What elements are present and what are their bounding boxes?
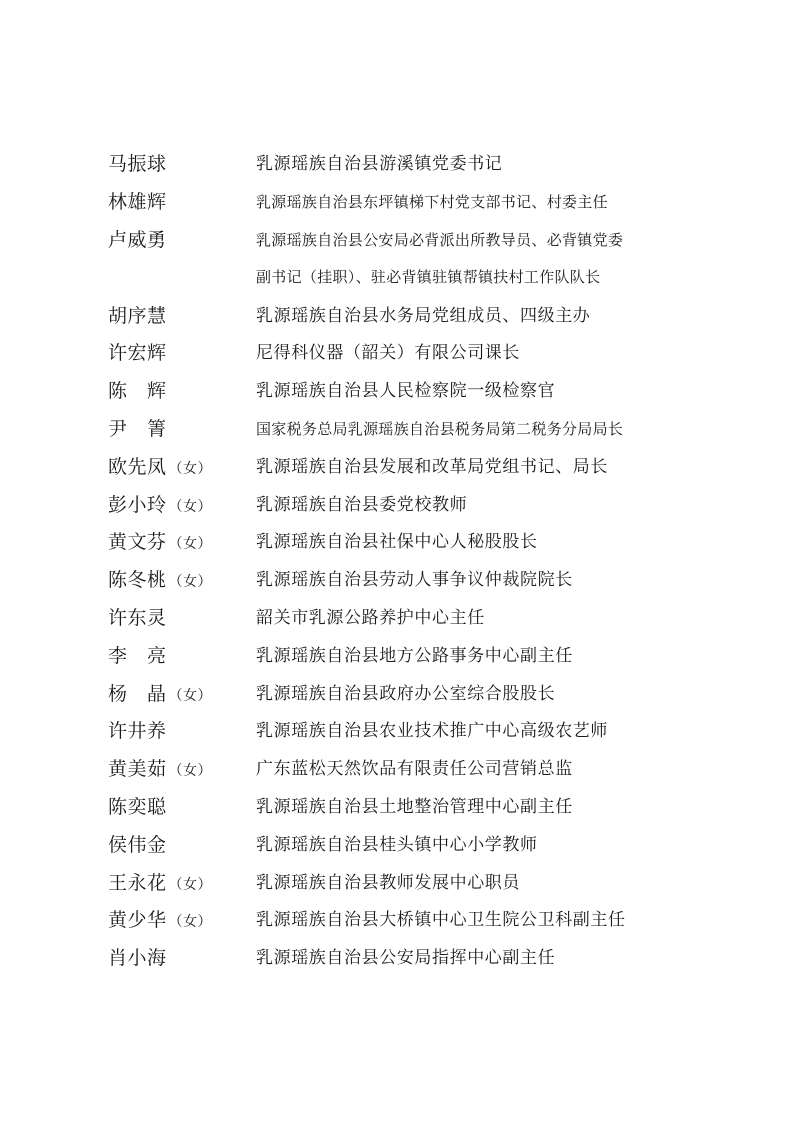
person-title: 乳源瑶族自治县地方公路事务中心副主任 — [256, 645, 573, 666]
list-item — [108, 827, 688, 865]
person-title: 韶关市乳源公路养护中心主任 — [256, 607, 485, 628]
list-item — [108, 562, 688, 600]
person-name: 陈奕聪 — [108, 795, 167, 818]
person-title: 乳源瑶族自治县农业技术推广中心高级农艺师 — [256, 721, 608, 742]
person-title: 乳源瑶族自治县土地整治管理中心副主任 — [256, 796, 573, 817]
person-name: 黄少华 （女） — [108, 909, 213, 932]
person-name: 陈冬桃 （女） — [108, 569, 213, 592]
person-title: 乳源瑶族自治县人民检察院一级检察官 — [256, 381, 556, 402]
list-item — [108, 146, 688, 184]
person-name: 肖小海 — [108, 947, 167, 970]
person-name: 许宏辉 — [108, 342, 167, 365]
person-title: 尼得科仪器（韶关）有限公司课长 — [256, 343, 520, 364]
list-item — [108, 222, 688, 298]
person-name: 黄文芬 （女） — [108, 531, 213, 554]
person-name: 彭小玲 （女） — [108, 493, 213, 516]
person-name: 黄美茹 （女） — [108, 758, 213, 781]
person-name: 陈 辉 — [108, 380, 167, 403]
person-name: 许东灵 — [108, 606, 167, 629]
person-title: 乳源瑶族自治县劳动人事争议仲裁院院长 — [256, 570, 573, 591]
person-title: 乳源瑶族自治县水务局党组成员、四级主办 — [256, 305, 591, 326]
person-name: 卢威勇 — [108, 228, 167, 251]
list-item — [108, 676, 688, 714]
person-title: 乳源瑶族自治县桂头镇中心小学教师 — [256, 834, 538, 855]
list-item — [108, 298, 688, 336]
person-name: 王永花 （女） — [108, 871, 213, 894]
person-name: 李 亮 — [108, 644, 167, 667]
person-name: 侯伟金 — [108, 833, 167, 856]
person-title: 乳源瑶族自治县游溪镇党委书记 — [256, 154, 503, 174]
list-item — [108, 411, 688, 449]
person-title — [256, 222, 623, 298]
person-title: 乳源瑶族自治县东坪镇梯下村党支部书记、村委主任 — [256, 192, 608, 211]
person-name: 欧先凤 （女） — [108, 455, 213, 478]
list-item — [108, 751, 688, 789]
list-item — [108, 902, 688, 940]
list-item — [108, 600, 688, 638]
person-name: 杨 晶 （女） — [108, 682, 213, 705]
person-title: 乳源瑶族自治县政府办公室综合股股长 — [256, 683, 556, 704]
list-item — [108, 865, 688, 903]
list-item — [108, 524, 688, 562]
list-item — [108, 940, 688, 978]
list-item — [108, 184, 688, 222]
person-title: 广东蓝松天然饮品有限责任公司营销总监 — [256, 759, 573, 780]
person-title-line2: 副书记（挂职）、驻必背镇驻镇帮镇扶村工作队队长 — [256, 268, 601, 287]
person-name: 马振球 — [108, 153, 167, 175]
person-title: 乳源瑶族自治县大桥镇中心卫生院公卫科副主任 — [256, 910, 626, 931]
list-item — [108, 713, 688, 751]
person-title: 乳源瑶族自治县公安局指挥中心副主任 — [256, 948, 556, 969]
list-item — [108, 449, 688, 487]
list-item — [108, 638, 688, 676]
person-title: 国家税务总局乳源瑶族自治县税务局第二税务分局局长 — [256, 419, 624, 438]
list-item — [108, 335, 688, 373]
person-name: 胡序慧 — [108, 304, 167, 327]
person-title: 乳源瑶族自治县社保中心人秘股股长 — [256, 532, 538, 553]
person-title-line1: 乳源瑶族自治县公安局必背派出所教导员、必背镇党委 — [256, 230, 624, 249]
name-list — [108, 146, 688, 978]
person-title: 乳源瑶族自治县委党校教师 — [256, 494, 468, 515]
person-title: 乳源瑶族自治县发展和改革局党组书记、局长 — [256, 456, 608, 477]
list-item — [108, 373, 688, 411]
person-name: 尹 箐 — [108, 417, 167, 440]
person-name: 许井养 — [108, 720, 167, 743]
list-item — [108, 789, 688, 827]
person-name: 林雄辉 — [108, 190, 167, 213]
person-title: 乳源瑶族自治县教师发展中心职员 — [256, 872, 520, 893]
list-item — [108, 487, 688, 525]
